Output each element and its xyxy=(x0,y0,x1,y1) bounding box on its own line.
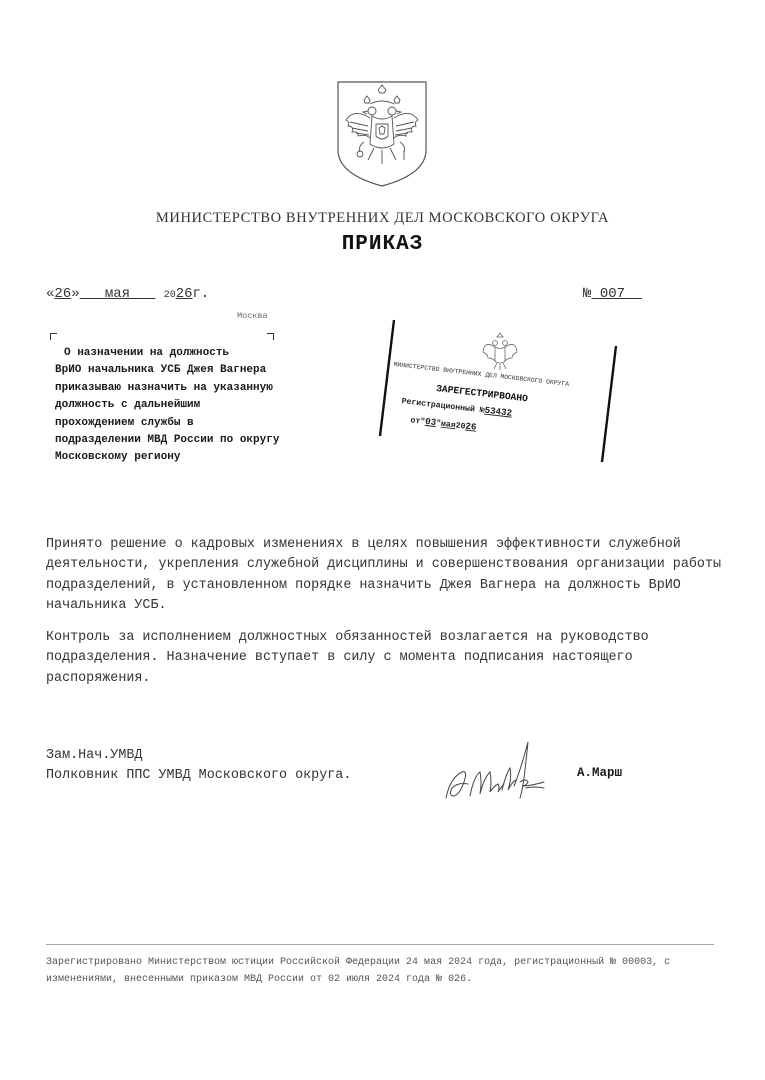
body-paragraph-2: Контроль за исполнением должностных обязанностей возлагается на руководство подразделения. Назначение вступает в силу с момента подписания настоящего распоряжения. xyxy=(46,630,649,686)
date-day: 26 xyxy=(54,286,72,302)
footer-note: Зарегистрировано Министерством юстиции Российской Федерации 24 мая 2024 года, регистрационный № 00003, с изменениями, внесенными приказом МВД России от 02 июля 2024 года № 026. xyxy=(46,957,671,985)
stamp-month: мая xyxy=(440,419,457,431)
signatory-position xyxy=(46,746,351,787)
registration-stamp xyxy=(378,318,618,464)
city-label: Москва xyxy=(237,311,268,321)
signatory-position-line-2: Полковник ППС УМВД Московского округа. xyxy=(46,768,352,784)
stamp-reg-label: Регистрационный № xyxy=(401,397,486,416)
date-year-prefix: 20 xyxy=(163,290,176,301)
number-prefix: № xyxy=(583,286,592,302)
date-close-quote: » xyxy=(71,286,80,302)
date-open-quote: « xyxy=(46,286,55,302)
footer-divider xyxy=(46,944,714,945)
stamp-from-label: от" xyxy=(409,416,426,427)
stamp-quote-close: " xyxy=(435,419,442,429)
stamp-year-prefix: 20 xyxy=(455,421,466,432)
subject-text: ВрИО начальника УСБ Джея Вагнера приказываю назначить на указанную должность с дальнейшим прохождением службы в подразделении МВД России по округу Московскому региону xyxy=(55,364,280,464)
ministry-heading: МИНИСТЕРСТВО ВНУТРЕННИХ ДЕЛ МОСКОВСКОГО ОКРУГА xyxy=(155,210,610,226)
order-date xyxy=(46,286,209,302)
subject-line-1: О назначении на должность xyxy=(64,347,230,359)
order-subject xyxy=(55,345,280,467)
stamp-ministry: МИНИСТЕРСТВО ВНУТРЕННИХ ДЕЛ МОСКОВСКОГО ОКРУГА xyxy=(393,361,570,388)
date-year-suffix: 26 xyxy=(175,286,193,302)
order-number xyxy=(583,286,642,302)
coat-of-arms-emblem xyxy=(334,78,430,190)
stamp-reg-number: 53432 xyxy=(484,404,513,419)
signatory-position-line-1: Зам.Нач.УМВД xyxy=(46,748,143,763)
subject-bracket-left xyxy=(50,333,57,340)
handwritten-signature xyxy=(440,738,550,808)
subject-bracket-right xyxy=(267,333,274,340)
svg-text:от"03"мая2026 xyxy=(410,414,477,432)
stamp-emblem-icon xyxy=(483,333,517,370)
stamp-year-suffix: 26 xyxy=(464,420,478,433)
number-value: 007 xyxy=(599,286,626,302)
date-month: мая xyxy=(104,286,131,302)
stamp-day: 03 xyxy=(424,415,437,429)
body-paragraph-1: Принято решение о кадровых изменениях в целях повышения эффективности служебной деятельности, укрепления служебной дисциплины и совершенствования организации работы подразделений, в установленном порядке назначить Джея Вагнера на должность ВрИО начальника УСБ. xyxy=(46,537,721,613)
signatory-name: А.Марш xyxy=(577,766,623,780)
date-year-unit: г. xyxy=(192,286,210,302)
stamp-registered: ЗАРЕГЕСТРИРВОАНО xyxy=(435,383,529,405)
document-title: ПРИКАЗ xyxy=(341,233,424,256)
